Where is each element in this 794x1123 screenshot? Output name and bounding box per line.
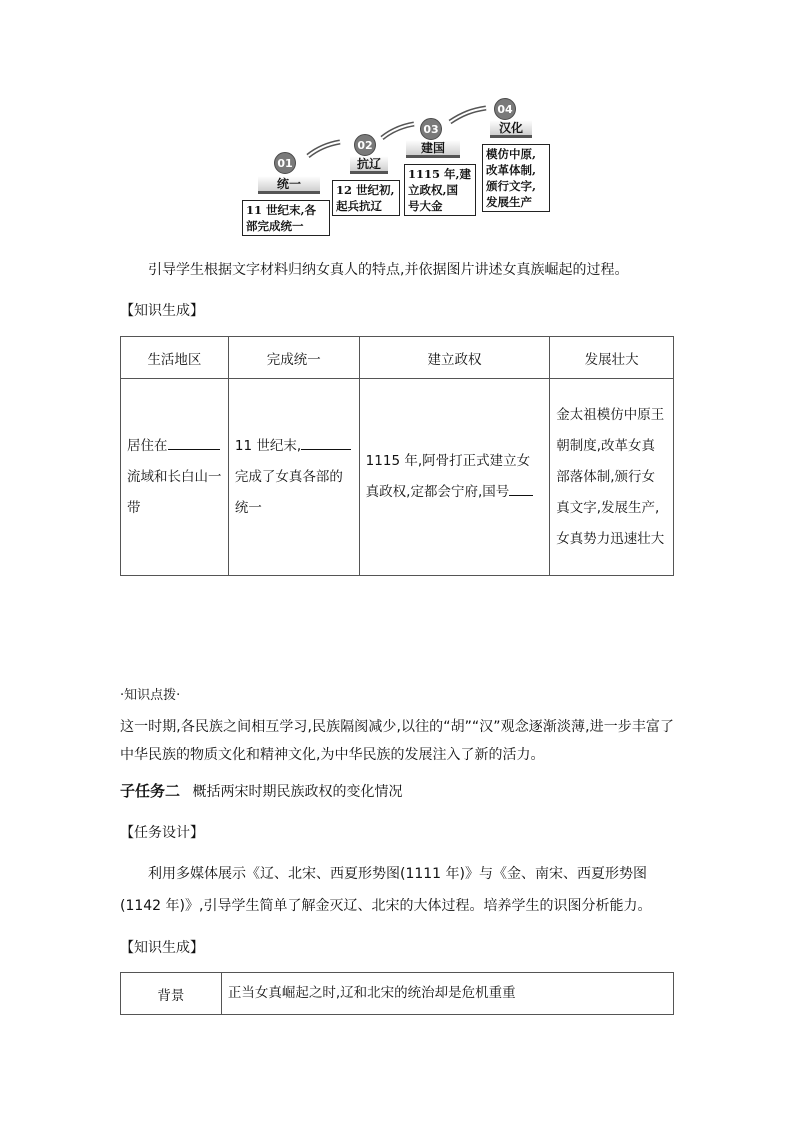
table-cell-regime	[359, 379, 550, 576]
table-text-cell: 正当女真崛起之时,辽和北宋的统治却是危机重重	[221, 973, 673, 1015]
knowledge-heading: 【知识生成】	[120, 303, 204, 319]
background-table	[120, 972, 674, 1015]
step-box-line: 起兵抗辽	[336, 199, 382, 213]
step-box-line: 部完成统一	[246, 219, 304, 233]
step-box-line: 12 世纪初,	[336, 183, 395, 197]
subtask-label: 子任务二	[120, 782, 181, 800]
task-design-paragraph: 利用多媒体展示《辽、北宋、西夏形势图(1111 年)》与《金、南宋、西夏形势图(1142 年)》,引导学生简单了解金灭辽、北宋的大体过程。培养学生的识图分析能力。	[120, 866, 652, 914]
table-header: 建立政权	[359, 337, 550, 379]
table-cell-unification	[228, 379, 359, 576]
fill-blank[interactable]	[168, 434, 220, 450]
step-box-line: 号大金	[408, 199, 443, 213]
step-box-line: 立政权,国	[408, 183, 459, 197]
cell-text: 居住在	[127, 437, 168, 454]
knowledge-heading-2: 【知识生成】	[120, 940, 204, 956]
fill-blank[interactable]	[301, 434, 351, 450]
subtask-heading	[120, 780, 402, 801]
arrow-icon	[448, 106, 488, 126]
cell-text: 1115 年,阿骨打正式建立女真政权,定都会宁府,国号	[365, 453, 531, 500]
step-box-line: 颁行文字,	[486, 179, 537, 193]
step-box-line: 改革体制,	[486, 163, 537, 177]
jurchen-rise-diagram	[236, 96, 566, 241]
table-label-cell: 背景	[121, 973, 222, 1015]
cell-text: 流域和长白山一带	[127, 468, 222, 516]
table-header: 生活地区	[121, 337, 229, 379]
table-cell-region	[121, 379, 229, 576]
table-header: 发展壮大	[550, 337, 674, 379]
tip-paragraph: 这一时期,各民族之间相互学习,民族隔阂减少,以往的“胡”“汉”观念逐渐淡薄,进一步丰富了中华民族的物质文化和精神文化,为中华民族的发展注入了新的活力。	[120, 719, 674, 763]
step-number-badge: 02	[354, 134, 376, 156]
step-number-badge: 04	[494, 98, 516, 120]
step-tag: 统一	[258, 176, 320, 194]
step-tag: 建国	[406, 140, 460, 158]
subtask-title: 概括两宋时期民族政权的变化情况	[192, 784, 403, 800]
step-tag: 汉化	[490, 120, 532, 138]
task-design-heading: 【任务设计】	[120, 825, 204, 841]
step-tag: 抗辽	[350, 156, 388, 174]
step-box	[404, 164, 476, 216]
tip-heading: ·知识点拨·	[120, 688, 181, 703]
step-box	[332, 180, 400, 216]
arrow-icon	[380, 122, 416, 142]
cell-text: 11 世纪末,	[234, 437, 302, 454]
step-box-line: 发展生产	[486, 195, 532, 209]
table-header: 完成统一	[228, 337, 359, 379]
arrow-icon	[306, 140, 342, 160]
knowledge-table	[120, 336, 674, 576]
step-box-line: 1115 年,建	[408, 167, 472, 181]
step-box-line: 模仿中原,	[486, 147, 537, 161]
step-box	[482, 144, 550, 212]
step-box-line: 11 世纪末,各	[246, 203, 317, 217]
fill-blank[interactable]	[509, 480, 533, 496]
guide-paragraph: 引导学生根据文字材料归纳女真人的特点,并依据图片讲述女真族崛起的过程。	[148, 262, 629, 278]
table-cell-development: 金太祖模仿中原王朝制度,改革女真部落体制,颁行女真文字,发展生产,女真势力迅速壮大	[550, 379, 674, 576]
step-number-badge: 03	[420, 118, 442, 140]
step-box	[242, 200, 330, 236]
step-number-badge: 01	[274, 152, 296, 174]
cell-text: 完成了女真各部的统一	[234, 468, 343, 516]
